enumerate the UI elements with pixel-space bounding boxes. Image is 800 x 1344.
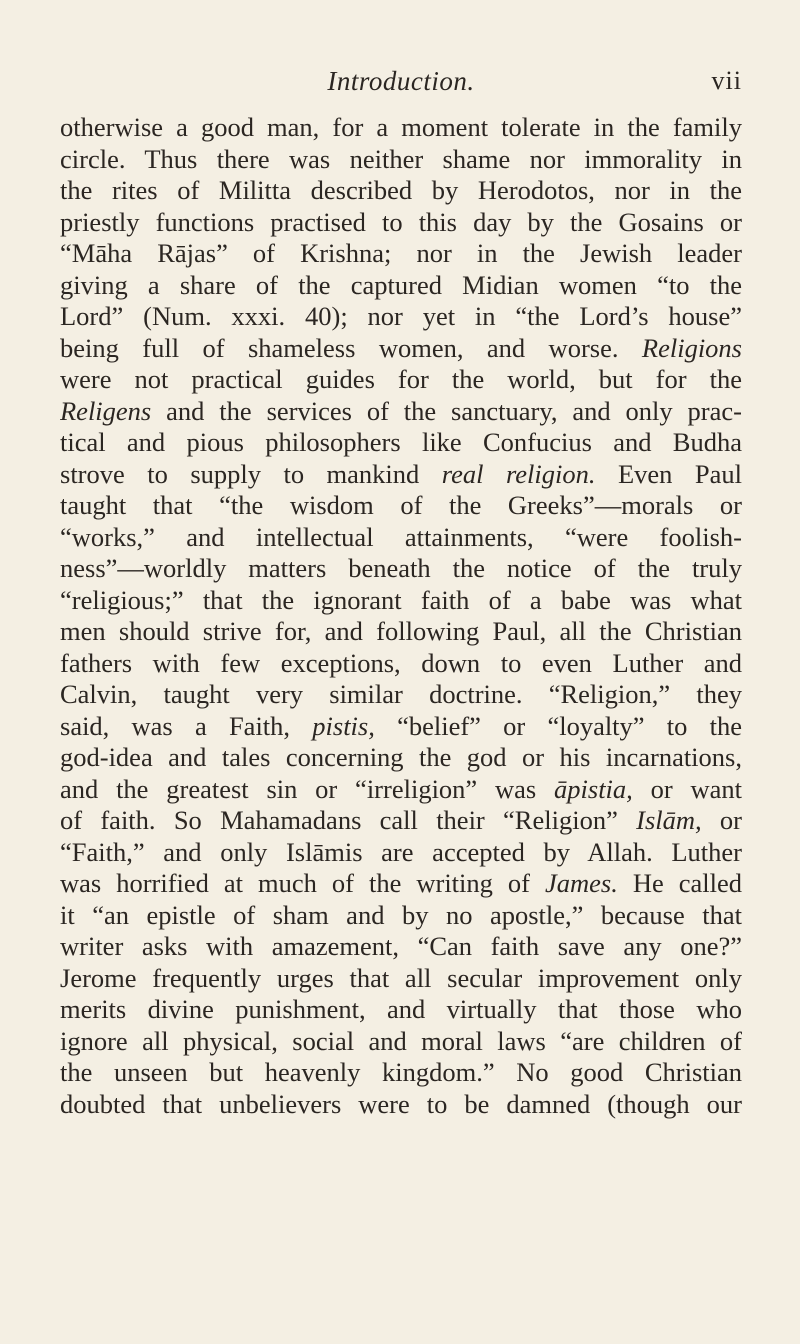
text-line: giving a share of the captured Midian women “to the [60, 269, 742, 300]
text-line: Calvin, taught very similar doctrine. “Religion,” they [60, 679, 742, 709]
text-line: writer asks with amazement, “Can faith save any one?” [60, 931, 742, 961]
italic-term: āpistia, [554, 773, 633, 804]
text-line: the rites of Militta described by Herodotos, nor in the [60, 175, 742, 205]
text-line: taught that “the wisdom of the Greeks”—morals or [60, 490, 742, 520]
text-line: being full of shameless women, and worse. Religions [60, 332, 742, 363]
text-line: “Faith,” and only Islāmis are accepted by Allah. Luther [60, 836, 742, 867]
text-line: god-idea and tales concerning the god or his incarnations, [60, 742, 742, 772]
text-line: were not practical guides for the world, but for the [60, 364, 742, 394]
text-line: otherwise a good man, for a moment tolerate in the family [60, 112, 742, 142]
page-number: vii [711, 66, 742, 95]
text-line: doubted that unbelievers were to be damned (though our [60, 1088, 742, 1119]
text-line: it “an epistle of sham and by no apostle,” because that [60, 899, 742, 930]
italic-term: Religens [60, 395, 152, 426]
italic-term: pistis, [312, 710, 375, 741]
italic-term: Islām, [636, 805, 702, 835]
text-line: Lord” (Num. xxxi. 40); nor yet in “the Lord’s house” [60, 301, 742, 331]
running-head [60, 66, 742, 106]
text-line: Religens and the services of the sanctuary, and only prac- [60, 395, 742, 426]
text-line: ignore all physical, social and moral laws “are children of [60, 1025, 742, 1056]
running-title: Introduction. [327, 66, 475, 96]
text-line: “religious;” that the ignorant faith of a babe was what [60, 584, 742, 615]
italic-term: Religions [641, 332, 742, 363]
text-line: circle. Thus there was neither shame nor immorality in [60, 143, 742, 174]
text-line: and the greatest sin or “irreligion” was āpistia, or want [60, 773, 742, 804]
text-line: “Māha Rājas” of Krishna; nor in the Jewish leader [60, 238, 742, 268]
text-line: fathers with few exceptions, down to even Luther and [60, 647, 742, 678]
body-paragraph [60, 112, 742, 1120]
italic-term: real religion. [441, 458, 596, 489]
text-line: ness”—worldly matters beneath the notice of the truly [60, 553, 742, 583]
text-line: Jerome frequently urges that all secular improvement only [60, 962, 742, 993]
text-line: the unseen but heavenly kingdom.” No good Christian [60, 1057, 742, 1087]
text-line: “works,” and intellectual attainments, “were foolish- [60, 521, 742, 552]
text-line: strove to supply to mankind real religion. Even Paul [60, 458, 742, 489]
text-line: men should strive for, and following Paul, all the Christian [60, 616, 742, 646]
text-line: of faith. So Mahamadans call their “Religion” Islām, or [60, 805, 742, 835]
text-line: merits divine punishment, and virtually that those who [60, 994, 742, 1024]
text-line: tical and pious philosophers like Confucius and Budha [60, 427, 742, 457]
text-line: was horrified at much of the writing of James. He called [60, 868, 742, 898]
text-line: priestly functions practised to this day by the Gosains or [60, 206, 742, 237]
italic-term: James. [544, 868, 618, 898]
text-line: said, was a Faith, pistis, “belief” or “loyalty” to the [60, 710, 742, 741]
